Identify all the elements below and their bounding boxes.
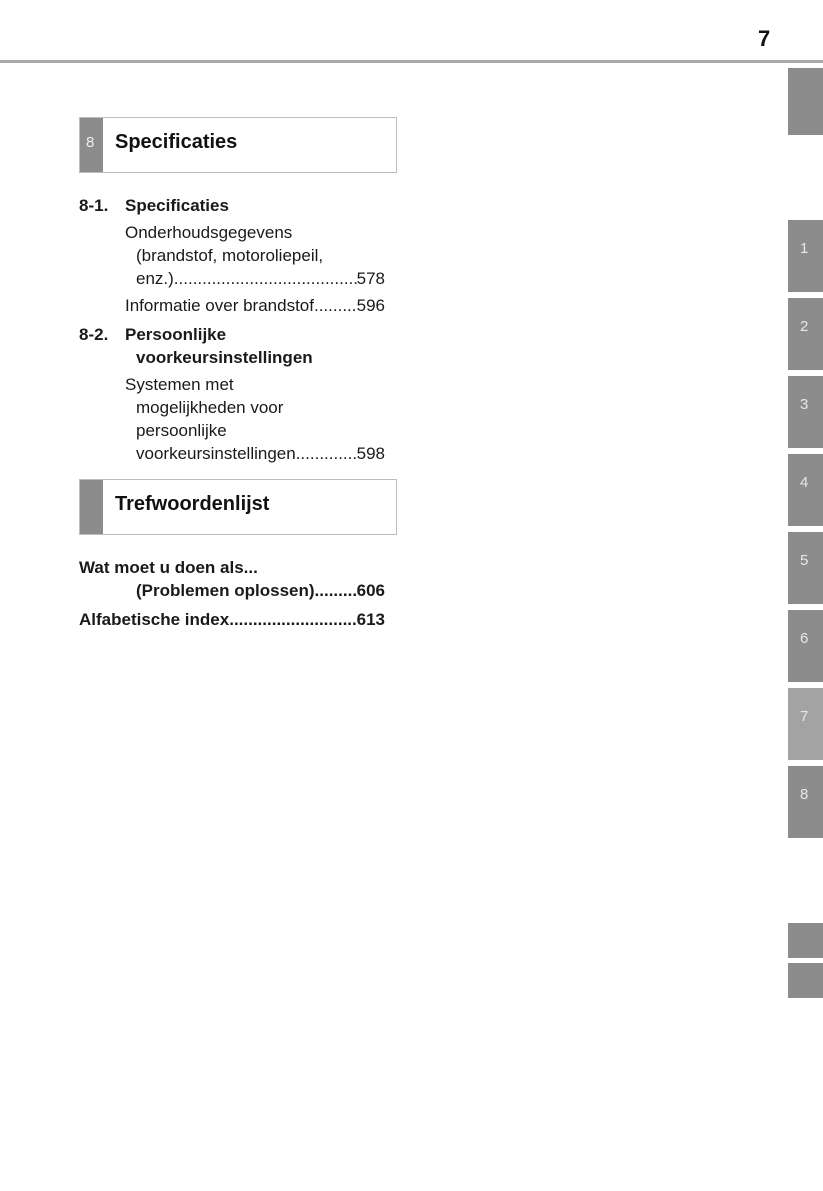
toc-link-informatie-brandstof[interactable]: Informatie over brandstof ..... 596 [79,294,385,317]
header-rule [0,60,823,63]
chapter-tab-label: 3 [800,396,809,413]
section-header-trefwoordenlijst [79,479,397,535]
chapter-tab-6[interactable] [788,610,823,682]
toc-entry-line: Wat moet u doen als... [79,558,258,577]
section-title: Specificaties [115,131,238,153]
chapter-tab-8[interactable] [788,766,823,838]
chapter-tab-label: 6 [800,630,809,647]
toc-entry-line: Onderhoudsgegevens [125,223,293,242]
page-ref: 578 [356,269,385,288]
chapter-tab-blank-a[interactable] [788,923,823,958]
toc-subsection-heading: 8-2. Persoonlijke [79,325,227,344]
toc-link-systemen-persoonlijke[interactable]: voorkeursinstellingen ..... 598 [79,442,385,465]
chapter-tab-7[interactable] [788,688,823,760]
chapter-tab-label: 5 [800,552,809,569]
chapter-tab-label: 2 [800,318,809,335]
toc-link-alfabetische-index[interactable]: Alfabetische index ..... 613 [79,608,385,631]
toc-subsection-heading-cont: voorkeursinstellingen [136,348,313,367]
toc-link-onderhoudsgegevens[interactable]: enz.) ..... 578 [79,267,385,290]
chapter-tab-5[interactable] [788,532,823,604]
toc-entry-line: mogelijkheden voor [136,398,284,417]
chapter-tab-label: 4 [800,474,809,491]
chapter-tab-blank-top[interactable] [788,68,823,135]
chapter-tab-3[interactable] [788,376,823,448]
section-marker [80,480,103,534]
page-ref: 598 [356,444,385,463]
toc-entry-line: Systemen met [125,375,234,394]
toc-entry-line: persoonlijke [136,421,227,440]
chapter-tab-blank-b[interactable] [788,963,823,998]
section-header-specificaties [79,117,397,173]
section-marker: 8 [80,118,103,172]
page-ref: 606 [356,581,385,600]
page-number: 7 [758,26,771,51]
chapter-tab-2[interactable] [788,298,823,370]
chapter-tab-label: 8 [800,786,809,803]
chapter-tab-4[interactable] [788,454,823,526]
chapter-tab-1[interactable] [788,220,823,292]
toc-subsection-heading: 8-1. Specificaties [79,196,229,215]
toc-link-problemen-oplossen[interactable]: (Problemen oplossen) ..... 606 [79,579,385,602]
chapter-tab-label: 1 [800,240,809,257]
page-ref: 596 [356,296,385,315]
toc-entry-line: (brandstof, motoroliepeil, [136,246,324,265]
page-ref: 613 [356,610,385,629]
section-title: Trefwoordenlijst [115,493,270,515]
chapter-tab-label: 7 [800,708,809,725]
